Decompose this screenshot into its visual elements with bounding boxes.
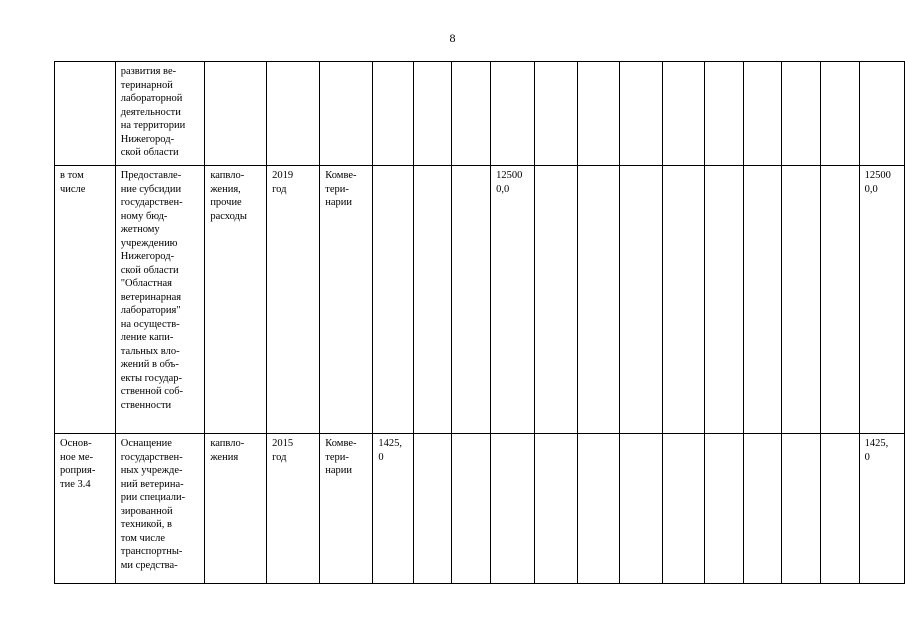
row2-col5: Комве- тери- нарии (320, 166, 373, 434)
row2-col1: в том числе (55, 166, 116, 434)
table-row (55, 62, 905, 166)
table-cell (452, 434, 491, 584)
table-cell (620, 166, 663, 434)
budget-table (54, 61, 905, 584)
table-cell (577, 434, 619, 584)
row1-col5 (320, 62, 373, 166)
table-cell (577, 62, 619, 166)
table-cell (663, 166, 704, 434)
row3-col3: капвло- жения (205, 434, 267, 584)
row1-col6 (373, 62, 413, 166)
row2-col3: капвло- жения, прочие расходы (205, 166, 267, 434)
row2-col9: 12500 0,0 (491, 166, 535, 434)
table-cell (535, 166, 577, 434)
row2-col4: 2019 год (267, 166, 320, 434)
row2-description: Предоставле- ние субсидии государствен- ному бюд- жетному учреждению Нижегород- ской области "Областная ветеринарная лаборатория" на осуществ- ление капи- тальных вло- жений в объ- екты государ- ственной соб- ственности (115, 166, 205, 434)
table-cell (452, 62, 491, 166)
row3-description: Оснащение государствен- ных учрежде- ний ветерина- рии специали- зированной техникой, в том числе транспортны- ми средства- (115, 434, 205, 584)
row1-col9 (491, 62, 535, 166)
table-cell (663, 434, 704, 584)
table-cell (535, 434, 577, 584)
row1-col4 (267, 62, 320, 166)
row1-description: развития ве- теринарной лабораторной деятельности на территории Нижегород- ской области (115, 62, 205, 166)
table-row (55, 166, 905, 434)
table-cell (413, 62, 452, 166)
row2-col6 (373, 166, 413, 434)
table-cell (413, 166, 452, 434)
table-cell (743, 434, 782, 584)
table-cell (782, 62, 821, 166)
table-cell (452, 166, 491, 434)
table-cell (663, 62, 704, 166)
table-cell (704, 166, 743, 434)
row3-col1: Основ- ное ме- роприя- тие 3.4 (55, 434, 116, 584)
table-cell (620, 62, 663, 166)
row3-col18: 1425, 0 (859, 434, 904, 584)
table-cell (820, 166, 859, 434)
table-cell (743, 166, 782, 434)
page-number: 8 (449, 31, 456, 45)
row3-col4: 2015 год (267, 434, 320, 584)
row1-col3 (205, 62, 267, 166)
row3-col5: Комве- тери- нарии (320, 434, 373, 584)
table-cell (620, 434, 663, 584)
table-cell (535, 62, 577, 166)
table-row (55, 434, 905, 584)
table-cell (820, 434, 859, 584)
table-cell (782, 434, 821, 584)
row2-col18: 12500 0,0 (859, 166, 904, 434)
table-cell (577, 166, 619, 434)
table-cell (413, 434, 452, 584)
row3-col6: 1425, 0 (373, 434, 413, 584)
table-cell (704, 434, 743, 584)
table-cell (743, 62, 782, 166)
row3-col9 (491, 434, 535, 584)
table-cell (820, 62, 859, 166)
row1-col1 (55, 62, 116, 166)
table-cell (782, 166, 821, 434)
row1-col18 (859, 62, 904, 166)
table-cell (704, 62, 743, 166)
